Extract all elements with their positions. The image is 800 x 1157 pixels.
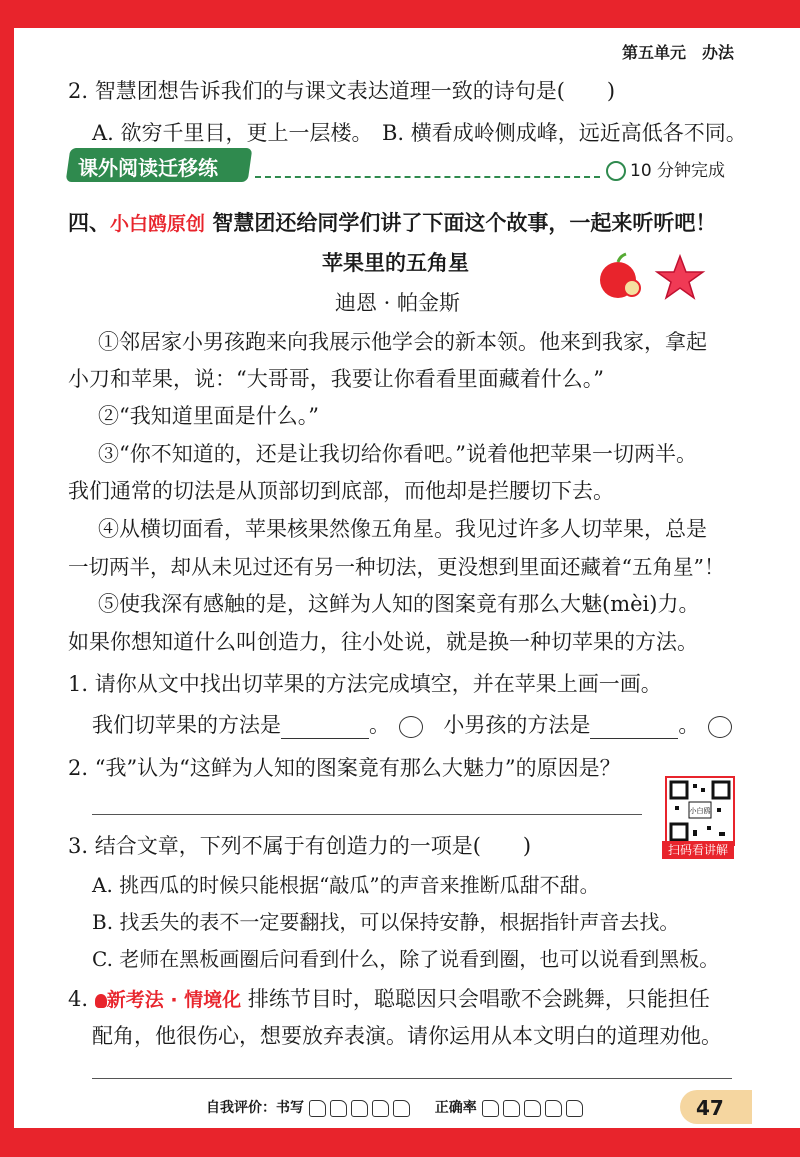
q3-option-b: B. 找丢失的表不一定要翻找，可以保持安静，根据指针声音去找。 xyxy=(92,910,680,934)
story-p5-line1: ⑤使我深有感触的是，这鲜为人知的图案竟有那么大魅(mèi)力。 xyxy=(98,592,700,616)
q2-top-option-a: A. 欲穷千里目，更上一层楼。 xyxy=(92,121,373,145)
story-p5-line2: 如果你想知道什么叫创造力，往小处说，就是换一种切苹果的方法。 xyxy=(68,630,698,654)
q1-boy-method-label: 小男孩的方法是 xyxy=(443,713,591,737)
page-number: 47 xyxy=(696,1096,724,1120)
thumbs-up-icon[interactable] xyxy=(503,1100,520,1117)
q3-question: 3. 结合文章，下列不属于有创造力的一项是( ) xyxy=(68,834,532,858)
q1-our-method-label: 我们切苹果的方法是 xyxy=(92,713,281,737)
bulb-icon xyxy=(95,994,107,1008)
story-p1-line2: 小刀和苹果，说：“大哥哥，我要让你看看里面藏着什么。” xyxy=(68,367,604,391)
story-p1-line1: ①邻居家小男孩跑来向我展示他学会的新本领。他来到我家，拿起 xyxy=(98,330,707,354)
thumbs-up-icon[interactable] xyxy=(372,1100,389,1117)
thumbs-up-icon[interactable] xyxy=(351,1100,368,1117)
q4-new-method-tag: 新考法 · 情境化 xyxy=(106,989,242,1011)
thumbs-up-icon[interactable] xyxy=(393,1100,410,1117)
story-p4-line1: ④从横切面看，苹果核果然像五角星。我见过许多人切苹果，总是 xyxy=(98,517,707,541)
part4-number: 四、 xyxy=(68,211,110,235)
part4-intro-text: 智慧团还给同学们讲了下面这个故事，一起来听听吧！ xyxy=(212,211,717,235)
q4-text-line1: 排练节目时，聪聪因只会唱歌不会跳舞，只能担任 xyxy=(247,987,710,1011)
q2-answer-line[interactable] xyxy=(92,814,642,815)
section-divider xyxy=(255,176,600,178)
q2-top-question: 2. 智慧团想告诉我们的与课文表达道理一致的诗句是( ) xyxy=(68,79,616,103)
qr-label: 扫码看讲解 xyxy=(662,841,734,859)
original-tag: 小白鸥原创 xyxy=(110,213,206,235)
q3-option-a: A. 挑西瓜的时候只能根据“敲瓜”的声音来推断瓜甜不甜。 xyxy=(92,873,600,897)
self-eval-label: 自我评价：书写 xyxy=(206,1100,304,1116)
section-title: 课外阅读迁移练 xyxy=(78,156,218,180)
timer xyxy=(606,156,725,181)
story-author: 迪恩 · 帕金斯 xyxy=(335,291,461,315)
qr-center-text: 小白鸥 xyxy=(689,807,711,815)
qr-code[interactable] xyxy=(665,776,735,846)
story-p3-line1: ③“你不知道的，还是让我切给你看吧。”说着他把苹果一切两半。 xyxy=(98,442,697,466)
timer-text: 10 分钟完成 xyxy=(630,161,726,181)
top-border xyxy=(14,0,800,28)
star-icon xyxy=(657,256,703,298)
qr-pattern xyxy=(667,778,733,844)
q1-boy-method-blank[interactable] xyxy=(590,720,678,739)
q4-number: 4. xyxy=(68,987,89,1011)
thumbs-up-icon[interactable] xyxy=(566,1100,583,1117)
accuracy-label: 正确率 xyxy=(434,1100,477,1116)
q4-line2: 配角，他很伤心，想要放弃表演。请你运用从本文明白的道理劝他。 xyxy=(92,1024,722,1048)
q1-fill-row xyxy=(92,709,732,739)
thumbs-up-icon[interactable] xyxy=(482,1100,499,1117)
q1-our-method-blank[interactable] xyxy=(281,720,369,739)
story-title: 苹果里的五角星 xyxy=(322,251,469,275)
q2-top-option-b: B. 横看成岭侧成峰，远近高低各不同。 xyxy=(382,121,747,145)
unit-header: 第五单元 办法 xyxy=(622,43,735,62)
apple-outline-icon[interactable] xyxy=(399,716,423,738)
apple-star-illustration xyxy=(596,252,708,302)
story-p2: ②“我知道里面是什么。” xyxy=(98,404,319,428)
self-eval xyxy=(206,1097,587,1117)
q4-answer-line[interactable] xyxy=(92,1078,732,1079)
q1-period-b: 。 xyxy=(678,713,700,737)
part4-intro xyxy=(68,207,716,237)
thumbs-up-icon[interactable] xyxy=(309,1100,326,1117)
q4-line1 xyxy=(68,983,710,1013)
q1-period-a: 。 xyxy=(369,713,390,737)
q1-question: 1. 请你从文中找出切苹果的方法完成填空，并在苹果上画一画。 xyxy=(68,672,662,696)
thumbs-up-icon[interactable] xyxy=(524,1100,541,1117)
story-p4-line2: 一切两半，却从未见过还有另一种切法，更没想到里面还藏着“五角星”！ xyxy=(68,555,725,579)
apple-icon xyxy=(600,254,640,298)
clock-icon xyxy=(606,161,626,181)
story-p3-line2: 我们通常的切法是从顶部切到底部，而他却是拦腰切下去。 xyxy=(68,479,614,503)
q3-option-c: C. 老师在黑板画圈后问看到什么，除了说看到圈，也可以说看到黑板。 xyxy=(92,947,720,971)
thumbs-up-icon[interactable] xyxy=(330,1100,347,1117)
thumbs-up-icon[interactable] xyxy=(545,1100,562,1117)
q2-question: 2. “我”认为“这鲜为人知的图案竟有那么大魅力”的原因是？ xyxy=(68,756,621,780)
apple-outline-icon[interactable] xyxy=(708,716,732,738)
